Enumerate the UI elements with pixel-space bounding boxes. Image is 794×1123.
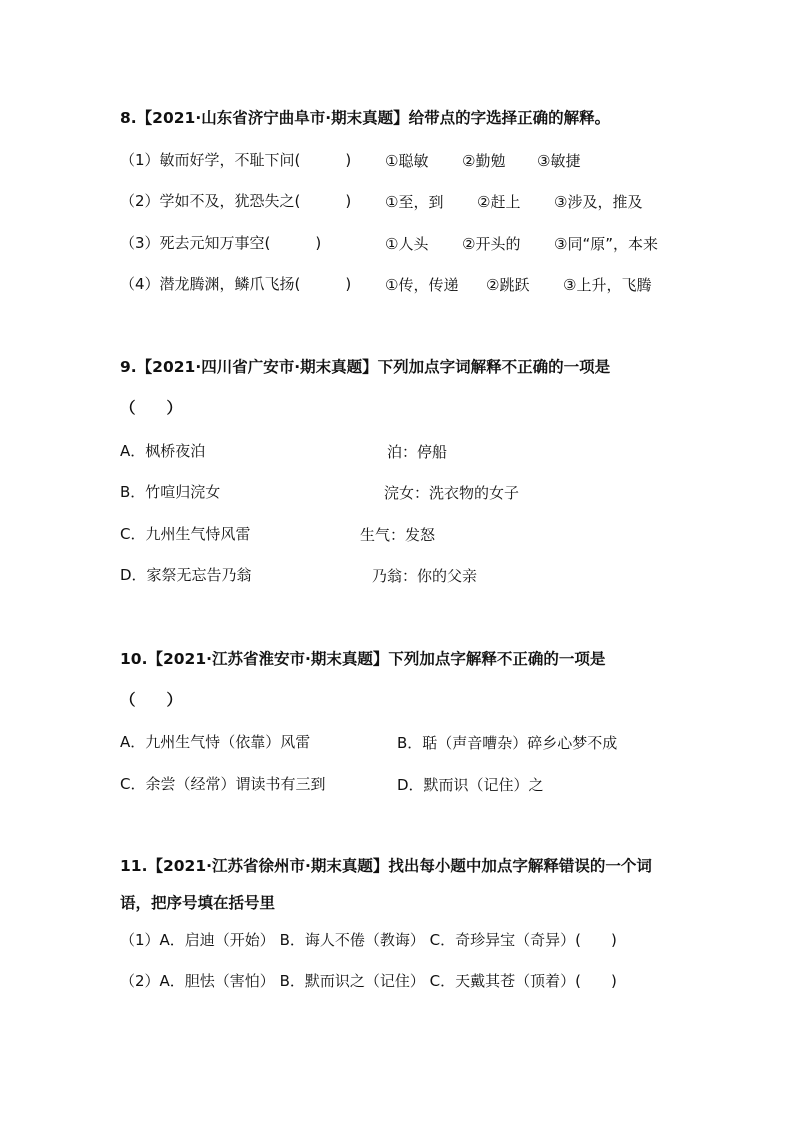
question-9-title: 9.【2021·四川省广安市·期末真题】下列加点字词解释不正确的一项是 — [120, 358, 611, 376]
q8-item-1-choice-3: ③敏捷 — [537, 152, 581, 170]
q9-option-b-explanation: 浣女：洗衣物的女子 — [384, 484, 520, 502]
q8-item-2-stem: （2）学如不及，犹恐失之( ) — [120, 192, 352, 210]
question-8-title: 8.【2021·山东省济宁曲阜市·期末真题】给带点的字选择正确的解释。 — [120, 109, 611, 127]
q8-item-2-choice-1: ①至，到 — [385, 193, 444, 211]
q8-item-3-choice-1: ①人头 — [385, 235, 429, 253]
q9-option-c: C．九州生气恃风雷 — [120, 525, 251, 543]
q10-option-b: B．聒（声音嘈杂）碎乡心梦不成 — [397, 734, 618, 752]
question-10-answer-paren: （ ） — [120, 691, 183, 709]
q10-option-a: A．九州生气恃（依靠）风雷 — [120, 733, 311, 751]
q8-item-4-choice-3: ③上升，飞腾 — [563, 276, 652, 294]
q8-item-4-stem: （4）潜龙腾渊，鳞爪飞扬( ) — [120, 275, 352, 293]
q8-item-3-choice-3: ③同“原”，本来 — [554, 235, 658, 253]
q8-item-2-choice-3: ③涉及，推及 — [554, 193, 643, 211]
q8-item-3-choice-2: ②开头的 — [462, 235, 521, 253]
q9-option-d: D．家祭无忘告乃翁 — [120, 566, 252, 584]
q9-option-b: B．竹喧归浣女 — [120, 483, 221, 501]
q8-item-1-stem: （1）敏而好学，不耻下问( ) — [120, 151, 352, 169]
q8-item-3-stem: （3）死去元知万事空( ) — [120, 234, 322, 252]
question-11-title-line-1: 11.【2021·江苏省徐州市·期末真题】找出每小题中加点字解释错误的一个词 — [120, 857, 652, 875]
question-11-title-line-2: 语，把序号填在括号里 — [120, 894, 276, 912]
q9-option-a: A．枫桥夜泊 — [120, 442, 206, 460]
q9-option-c-explanation: 生气：发怒 — [360, 526, 436, 544]
q8-item-2-choice-2: ②赶上 — [477, 193, 521, 211]
q9-option-a-explanation: 泊：停船 — [387, 443, 448, 461]
q8-item-1-choice-2: ②勤勉 — [462, 152, 506, 170]
q10-option-d: D．默而识（记住）之 — [397, 776, 544, 794]
q8-item-4-choice-2: ②跳跃 — [486, 276, 530, 294]
q8-item-4-choice-1: ①传，传递 — [385, 276, 459, 294]
question-10-title: 10.【2021·江苏省淮安市·期末真题】下列加点字解释不正确的一项是 — [120, 650, 606, 668]
q10-option-c: C．余尝（经常）谓读书有三到 — [120, 775, 326, 793]
question-9-answer-paren: （ ） — [120, 399, 183, 417]
q11-item-1: （1）A．启迪（开始） B．诲人不倦（教诲） C．奇珍异宝（奇异）( ) — [120, 931, 617, 949]
q8-item-1-choice-1: ①聪敏 — [385, 152, 429, 170]
q9-option-d-explanation: 乃翁：你的父亲 — [372, 567, 478, 585]
q11-item-2: （2）A．胆怯（害怕） B．默而识之（记住） C．天戴其苍（顶着）( ) — [120, 972, 617, 990]
